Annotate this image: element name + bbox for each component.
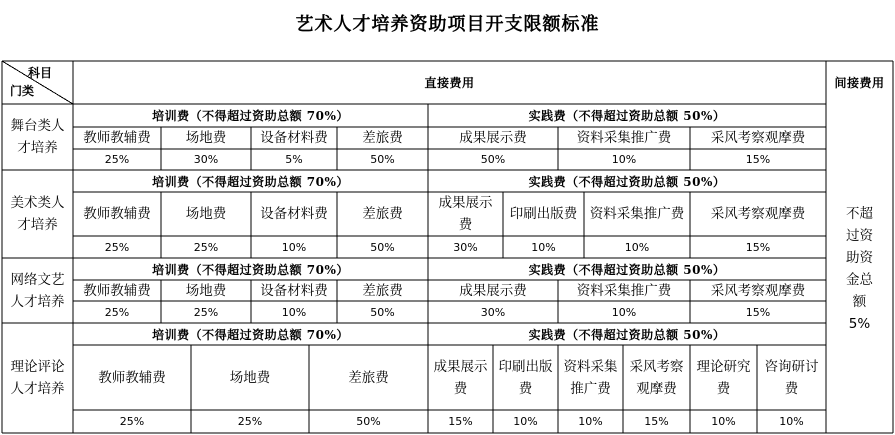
practice-item-label: 印刷出版费 xyxy=(509,206,578,222)
practice-item-label: 理论研究费 xyxy=(696,358,751,397)
practice-item-value: 15% xyxy=(745,240,771,254)
indirect-cost-header: 间接费用 xyxy=(834,76,885,90)
practice-item-value: 10% xyxy=(711,415,736,428)
practice-item-label: 成果展示费 xyxy=(433,358,488,397)
training-item-label: 场地费 xyxy=(185,206,227,222)
training-item-label: 差旅费 xyxy=(362,282,403,299)
training-fee-header: 培训费（不得超过资助总额 70%） xyxy=(152,109,349,123)
training-item-label: 差旅费 xyxy=(348,369,389,386)
training-item-label: 教师教辅费 xyxy=(83,130,151,146)
training-item-value: 25% xyxy=(104,153,130,166)
practice-item-label: 采风考察观摩费 xyxy=(710,206,806,222)
training-item-value: 25% xyxy=(193,240,219,254)
category-label: 美术类人才培养 xyxy=(10,195,65,233)
practice-fee-header: 实践费（不得超过资助总额 50%） xyxy=(528,174,726,189)
practice-item-value: 10% xyxy=(513,415,538,428)
training-item-value: 50% xyxy=(356,415,381,428)
training-item-label: 场地费 xyxy=(185,282,227,299)
training-item-value: 50% xyxy=(370,153,395,166)
training-item-label: 差旅费 xyxy=(362,130,403,146)
practice-item-label: 采风考察观摩费 xyxy=(629,358,684,397)
practice-item-label: 成果展示费 xyxy=(459,130,527,146)
practice-item-label: 咨询研讨费 xyxy=(764,358,819,397)
training-fee-header: 培训费（不得超过资助总额 70%） xyxy=(152,174,349,189)
training-item-value: 25% xyxy=(104,305,130,319)
practice-item-label: 资料采集推广费 xyxy=(576,130,672,146)
training-item-label: 教师教辅费 xyxy=(83,206,151,222)
practice-item-value: 10% xyxy=(779,415,804,428)
training-item-value: 25% xyxy=(193,305,219,319)
training-item-value: 25% xyxy=(237,415,263,428)
practice-item-value: 15% xyxy=(745,153,771,166)
training-item-value: 50% xyxy=(370,240,395,254)
training-fee-header: 培训费（不得超过资助总额 70%） xyxy=(152,327,349,342)
training-item-value: 50% xyxy=(370,305,395,319)
practice-item-value: 10% xyxy=(531,240,556,254)
category-label: 舞台类人才培养 xyxy=(10,118,65,156)
training-item-label: 设备材料费 xyxy=(260,206,328,222)
training-item-value: 25% xyxy=(119,415,145,428)
training-item-value: 10% xyxy=(281,305,307,319)
practice-item-value: 10% xyxy=(624,240,650,254)
training-fee-header: 培训费（不得超过资助总额 70%） xyxy=(152,262,349,277)
practice-item-value: 15% xyxy=(448,415,473,428)
practice-item-label: 成果展示费 xyxy=(459,282,527,299)
direct-cost-header: 直接费用 xyxy=(424,76,475,90)
practice-item-value: 10% xyxy=(611,153,637,166)
practice-fee-header: 实践费（不得超过资助总额 50%） xyxy=(528,109,726,123)
practice-item-value: 30% xyxy=(453,240,478,254)
practice-item-label: 成果展示费 xyxy=(438,195,493,233)
practice-item-label: 采风考察观摩费 xyxy=(710,130,806,146)
practice-item-value: 10% xyxy=(611,305,637,319)
practice-fee-header: 实践费（不得超过资助总额 50%） xyxy=(528,327,726,342)
training-item-label: 场地费 xyxy=(185,130,227,146)
practice-fee-header: 实践费（不得超过资助总额 50%） xyxy=(528,262,726,277)
practice-item-value: 30% xyxy=(480,305,506,319)
training-item-label: 差旅费 xyxy=(362,206,403,222)
training-item-label: 教师教辅费 xyxy=(98,369,166,386)
practice-item-value: 15% xyxy=(745,305,771,319)
practice-item-value: 50% xyxy=(480,153,506,166)
category-label: 理论评论人才培养 xyxy=(10,359,65,397)
training-item-label: 场地费 xyxy=(229,369,271,386)
training-item-value: 25% xyxy=(104,240,130,254)
training-item-value: 5% xyxy=(285,153,303,166)
practice-item-value: 15% xyxy=(644,415,669,428)
indirect-cost-value: 不超过资助资金总额5% xyxy=(846,205,873,332)
category-label: 网络文艺人才培养 xyxy=(10,271,65,310)
practice-item-label: 资料采集推广费 xyxy=(576,282,672,299)
training-item-value: 10% xyxy=(281,240,307,254)
training-item-label: 设备材料费 xyxy=(260,282,328,299)
practice-item-label: 资料采集推广费 xyxy=(589,206,685,222)
header-diag-top: 科目 xyxy=(28,66,53,80)
practice-item-label: 印刷出版费 xyxy=(498,358,553,397)
training-item-label: 教师教辅费 xyxy=(83,282,151,299)
page-title: 艺术人才培养资助项目开支限额标准 xyxy=(295,14,600,35)
training-item-label: 设备材料费 xyxy=(260,130,328,146)
training-item-value: 30% xyxy=(193,153,219,166)
practice-item-label: 资料采集推广费 xyxy=(563,358,618,397)
practice-item-label: 采风考察观摩费 xyxy=(710,282,806,299)
practice-item-value: 10% xyxy=(578,415,603,428)
header-diag-bottom: 门类 xyxy=(10,84,35,98)
